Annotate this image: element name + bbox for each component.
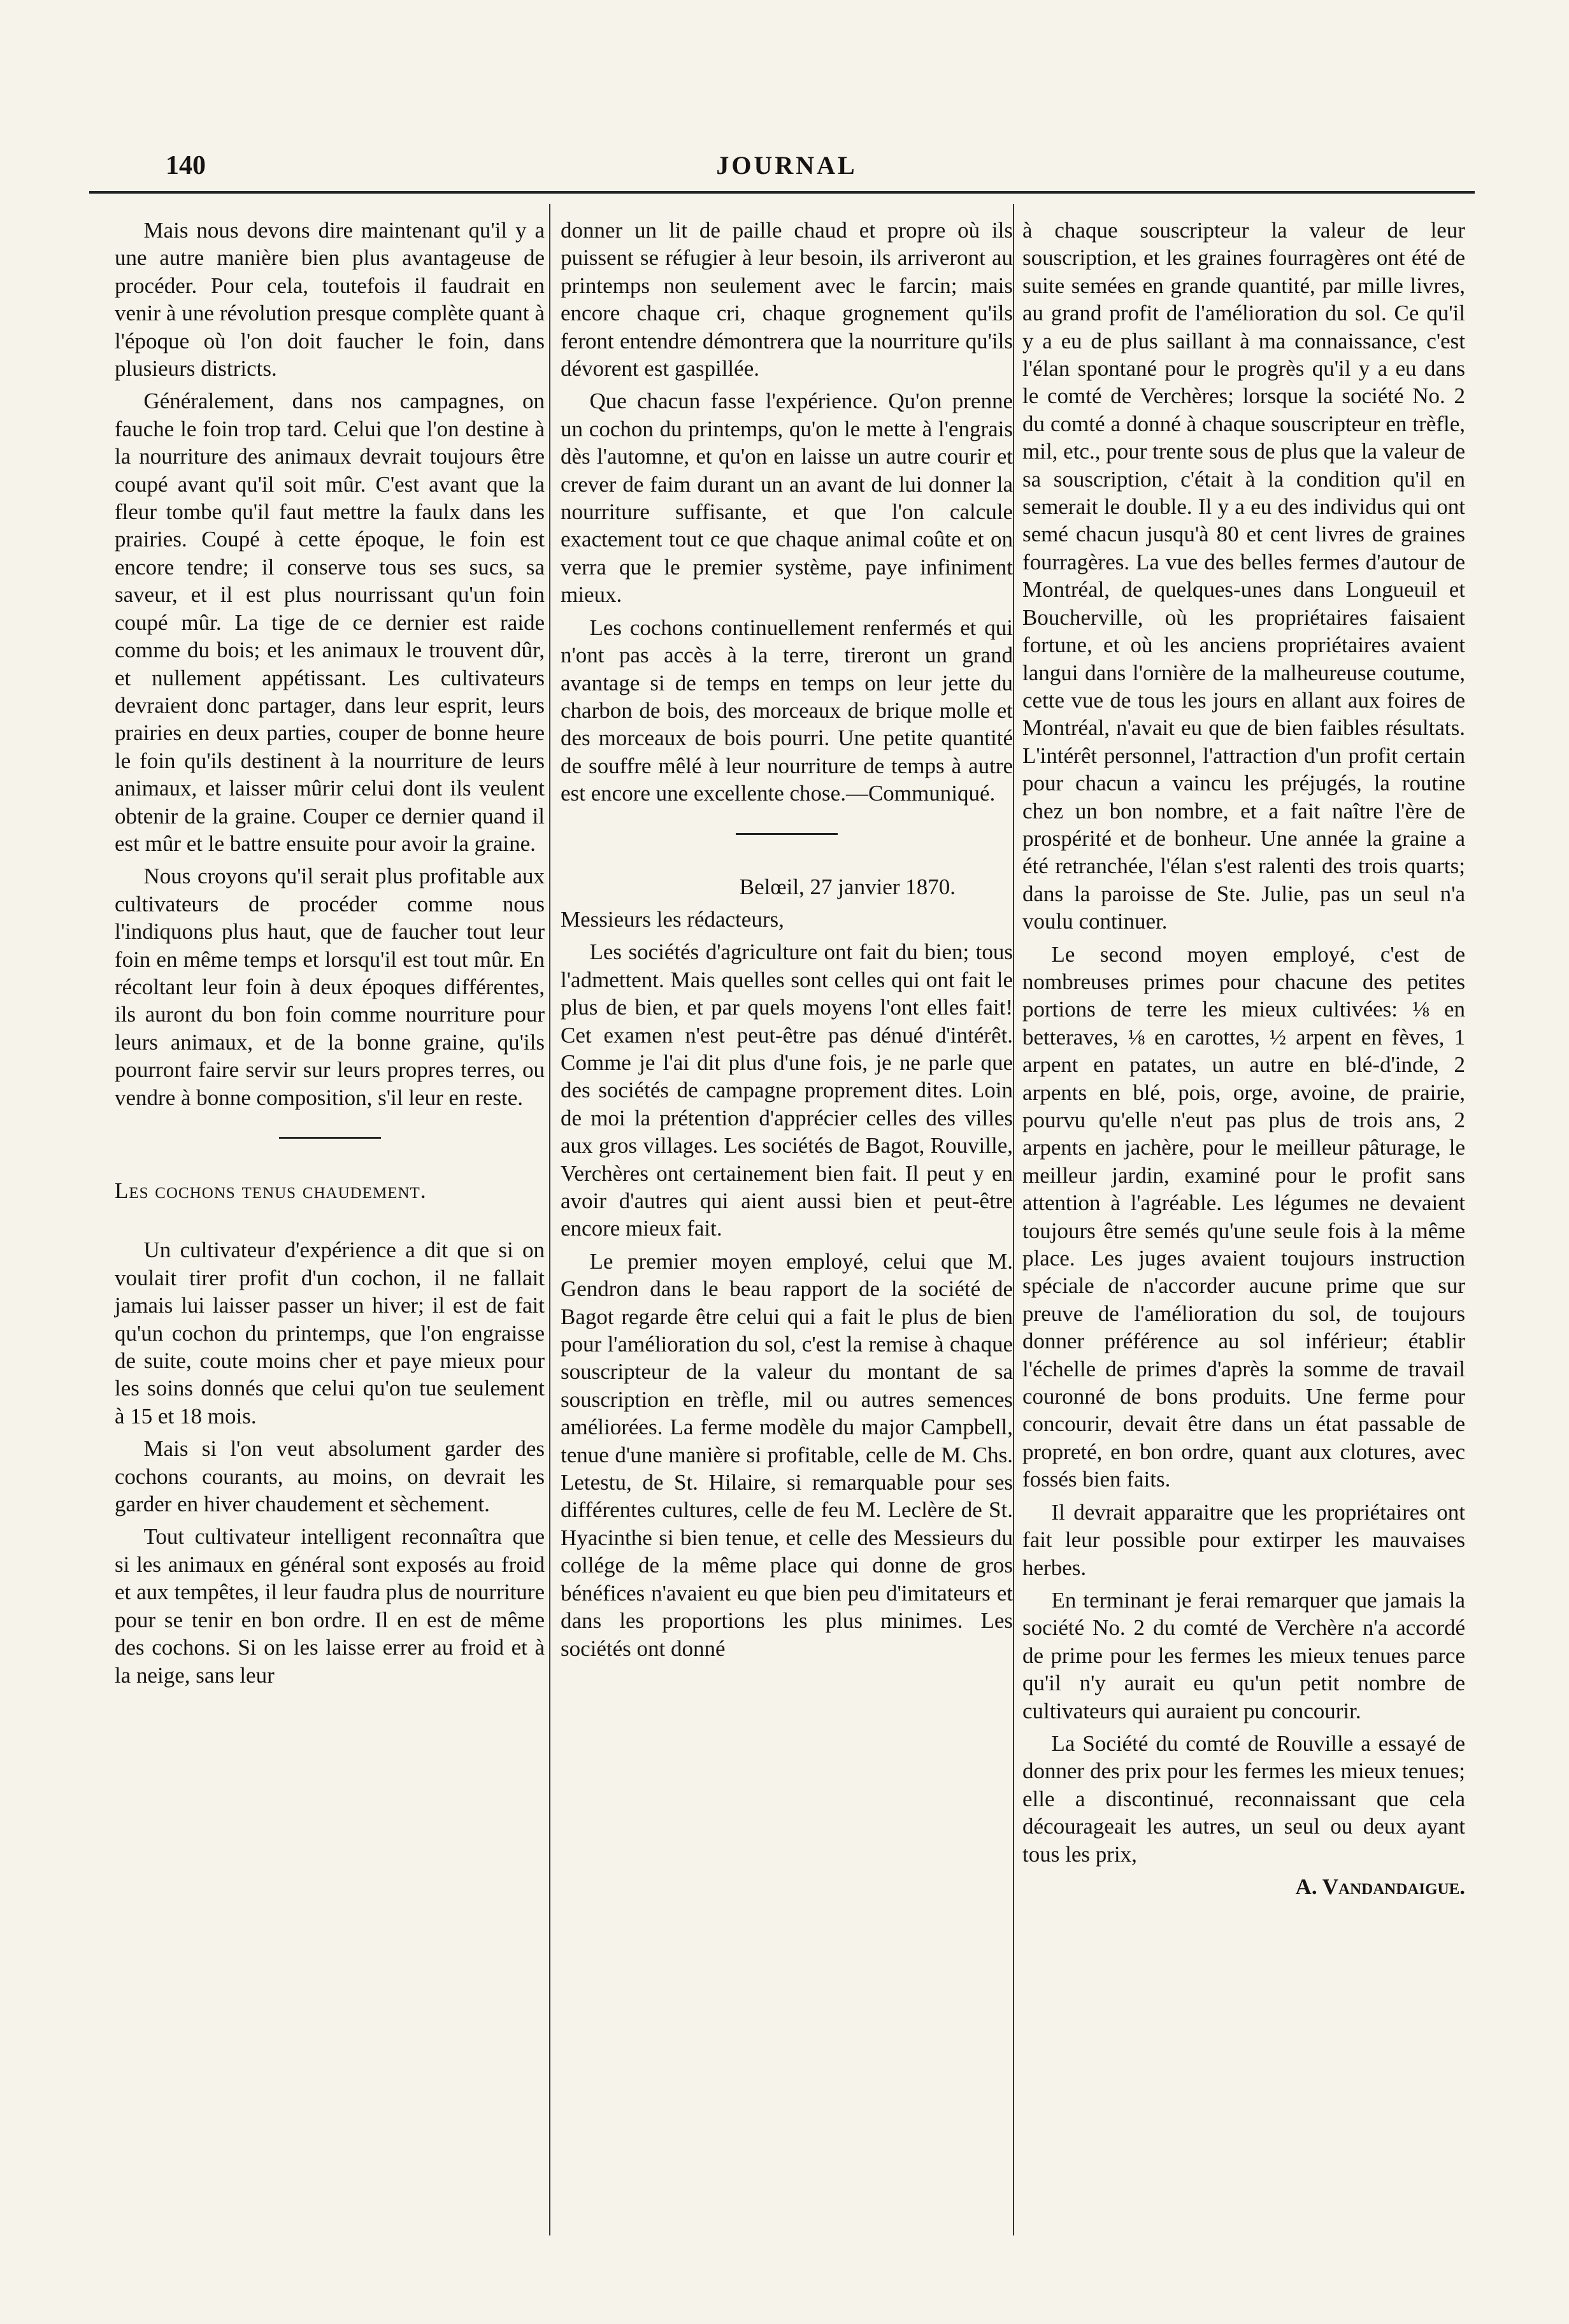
section-separator xyxy=(736,833,838,835)
signature-name: A. Vandandaigue. xyxy=(1295,1874,1465,1899)
page-number: 140 xyxy=(166,151,206,180)
letter-salutation: Messieurs les rédacteurs, xyxy=(561,906,784,932)
paragraph: Mais si l'on veut absolument garder des cochons courants, au moins, on devrait les garder en hiver chaudement et sèchement. xyxy=(115,1436,545,1517)
page-header xyxy=(96,150,1478,195)
paragraph-continued: donner un lit de paille chaud et propre où ils puissent se réfugier à leur besoin, ils arriveront au printemps non seulement avec le farcin; mais encore chaque cri, chaque grognement qu'ils feront entendre démontrera que la nourriture qu'ils dévorent est gaspillée. xyxy=(561,218,1013,381)
running-title: JOURNAL xyxy=(716,151,857,180)
paragraph: La Société du comté de Rouville a essayé de donner des prix pour les fermes les mieux tenues; elle a discontinué, reconnaissant que cela décourageait les autres, un seul ou deux ayant tous les prix, xyxy=(1022,1730,1465,1867)
paragraph: Les cochons continuellement renfermés et qui n'ont pas accès à la terre, tireront un grand avantage si de temps en temps on leur jette du charbon de bois, des morceaux de brique molle et des morceaux de bois pourri. Une petite quantité de souffre mêlé à leur nourriture de temps à autre est encore une excellente chose.—Communiqué. xyxy=(561,615,1013,806)
paragraph: Généralement, dans nos campagnes, on fauche le foin trop tard. Celui que l'on destine à la nourriture des animaux devrait toujours être coupé avant qu'il soit mûr. C'est avant que la fleur tombe qu'il faut mettre la faulx dans les prairies. Coupé à cette époque, le foin est encore tendre; il conserve tous ses sucs, sa saveur, et il est plus nourrissant qu'un foin coupé mûr. La tige de ce dernier est raide comme du bois; et les animaux le trouvent dûr, et nullement appétissant. Les cultivateurs devraient donc partager, dans leur esprit, leurs prairies en deux parties, couper de bonne heure le foin qu'ils destinent à la nourriture de leurs animaux, et laisser mûrir celui dont ils veulent obtenir de la graine. Couper ce dernier quand il est mûr et le battre ensuite pour avoir la graine. xyxy=(115,389,545,856)
paragraph: Le second moyen employé, c'est de nombreuses primes pour chacune des petites portions de terre les mieux cultivées: ⅛ en betteraves, ⅛ en carottes, ½ arpent en fèves, 1 arpent en patates, un autre en blé-d'inde, 2 arpents en blé, pois, orge, avoine, de prairie, pourvu qu'elle n'eut pas plus de trois ans, 2 arpents en jachère, pour le meilleur pâturage, le meilleur jardin, examiné pour le profit sans attention à l'agréable. Les légumes ne devaient toujours être semés qu'une seule fois à la même place. Les juges avaient toujours instruction spéciale de n'accorder aucune prime que sur preuve de l'amélioration du sol, de toujours donner préférence au sol inférieur; établir l'échelle de primes d'après la somme de travail couronné de bons produits. Une ferme pour concourir, devait être dans un état passable de propreté, en bon ordre, quant aux clotures, avec fossés bien faits. xyxy=(1022,941,1465,1492)
paragraph: Il devrait apparaitre que les propriétaires ont fait leur possible pour extirper les mauvaises herbes. xyxy=(1022,1499,1465,1580)
header-rule xyxy=(89,191,1475,194)
letter-dateline: Belœil, 27 janvier 1870. xyxy=(739,874,956,899)
column-middle xyxy=(561,217,1013,1667)
section-separator xyxy=(279,1137,381,1139)
paragraph: Un cultivateur d'expérience a dit que si on voulait tirer profit d'un cochon, il ne fallait jamais lui laisser passer un hiver; il est de fait qu'un cochon du printemps, que l'on engraisse de suite, coute moins cher et paye mieux pour les soins donnés que celui qu'on tue seulement à 15 et 18 mois. xyxy=(115,1237,545,1429)
paragraph-continued: à chaque souscripteur la valeur de leur souscription, et les graines fourragères ont été de suite semées en grande quantité, par mille livres, au grand profit de l'amélioration du sol. Ce qu'il y a eu de plus saillant à ma connaissance, c'est l'élan spontané pour le progrès qu'il y a eu dans le comté de Verchères; lorsque la société No. 2 du comté a donné à chaque souscripteur en trèfle, mil, etc., pour trente sous de plus que la valeur de sa souscription, c'était à la condition qu'il en semerait le double. Il y a eu des individus qui ont semé chacun jusqu'à 80 et cent livres de graines fourragères. La vue des belles fermes d'autour de Montréal, de quelques-unes dans Longueuil et Boucherville, où les propriétaires faisaient fortune, et où les anciens propriétaires avaient langui dans l'ornière de la malheureuse coutume, cette vue de tous les jours en allant aux foires de Montréal, n'avait eu que de bien faibles résultats. L'intérêt personnel, l'attraction d'un profit certain pour chacun a vaincu les préjugés, la routine chez un bon nombre, et a fait naître l'ère de prospérité et de bonheur. Une année la graine a été retranchée, l'élan s'est ralenti des trois quarts; dans la paroisse de Ste. Julie, pas un seul n'a voulu continuer. xyxy=(1022,218,1465,934)
column-divider-right xyxy=(1013,204,1014,2235)
section-title: Les cochons tenus chaudement. xyxy=(115,1178,427,1203)
column-left xyxy=(115,217,545,1694)
paragraph: Les sociétés d'agriculture ont fait du bien; tous l'admettent. Mais quelles sont celles qui ont fait le plus de bien, et par quels moyens l'ont elles fait! Cet examen n'est peut-être pas dénué d'intérêt. Comme je l'ai dit plus d'une fois, je ne parle que des sociétés de campagne proprement dites. Loin de moi la prétention d'apprécier celles des villes aux gros villages. Les sociétés de Bagot, Rouville, Verchères ont certainement bien fait. Il peut y en avoir d'autres qui aient aussi bien et peut-être encore mieux fait. xyxy=(561,939,1013,1241)
paragraph: Nous croyons qu'il serait plus profitable aux cultivateurs de procéder comme nous l'indiquons plus haut, que de faucher tout leur foin en même temps et lorsqu'il est tout mûr. En récoltant leur foin à deux époques différentes, ils auront du bon foin comme nourriture pour leurs animaux, et de la bonne graine, qu'ils pourront faire servir sur leurs propres terres, ou vendre à bonne composition, s'il leur en reste. xyxy=(115,864,545,1110)
letter-signature xyxy=(1022,1873,1465,1900)
paragraph: Le premier moyen employé, celui que M. Gendron dans le beau rapport de la société de Bagot regarde être celui qui a fait le plus de bien pour l'amélioration du sol, c'est la remise à chaque souscripteur de la valeur du montant de sa souscription en trèfle, mil ou autres semences améliorées. La ferme modèle du major Campbell, tenue d'une manière si profitable, celle de M. Chs. Letestu, de St. Hilaire, si remarquable pour ses différentes cultures, celle de feu M. Leclère de St. Hyacinthe si bien tenue, et celle des Messieurs du collége de la même place qui donne de gros bénéfices n'avaient eu que bien peu d'imitateurs et dans les proportions les plus minimes. Les sociétés ont donné xyxy=(561,1248,1013,1661)
column-right xyxy=(1022,217,1465,1906)
paragraph: Que chacun fasse l'expérience. Qu'on prenne un cochon du printemps, qu'on le mette à l'engrais dès l'automne, et qu'on en laisse un autre courir et crever de faim durant un an avant de lui donner la nourriture suffisante, et que l'on calcule exactement tout ce que chaque animal coûte et on verra que le premier système, paye infiniment mieux. xyxy=(561,389,1013,608)
paragraph: En terminant je ferai remarquer que jamais la société No. 2 du comté de Verchère n'a accordé de prime pour les fermes les mieux tenues parce qu'il n'y aurait eu qu'un petit nombre de cultivateurs qui auraient pu concourir. xyxy=(1022,1587,1465,1723)
paragraph: Mais nous devons dire maintenant qu'il y a une autre manière bien plus avantageuse de procéder. Pour cela, toutefois il faudrait en venir à une révolution presque complète quant à l'époque où l'on doit faucher le foin, dans plusieurs districts. xyxy=(115,218,545,381)
paragraph: Tout cultivateur intelligent reconnaîtra que si les animaux en général sont exposés au froid et aux tempêtes, il leur faudra plus de nourriture pour se tenir en bon ordre. Il en est de même des cochons. Si on les laisse errer au froid et à la neige, sans leur xyxy=(115,1524,545,1688)
column-divider-left xyxy=(549,204,550,2235)
